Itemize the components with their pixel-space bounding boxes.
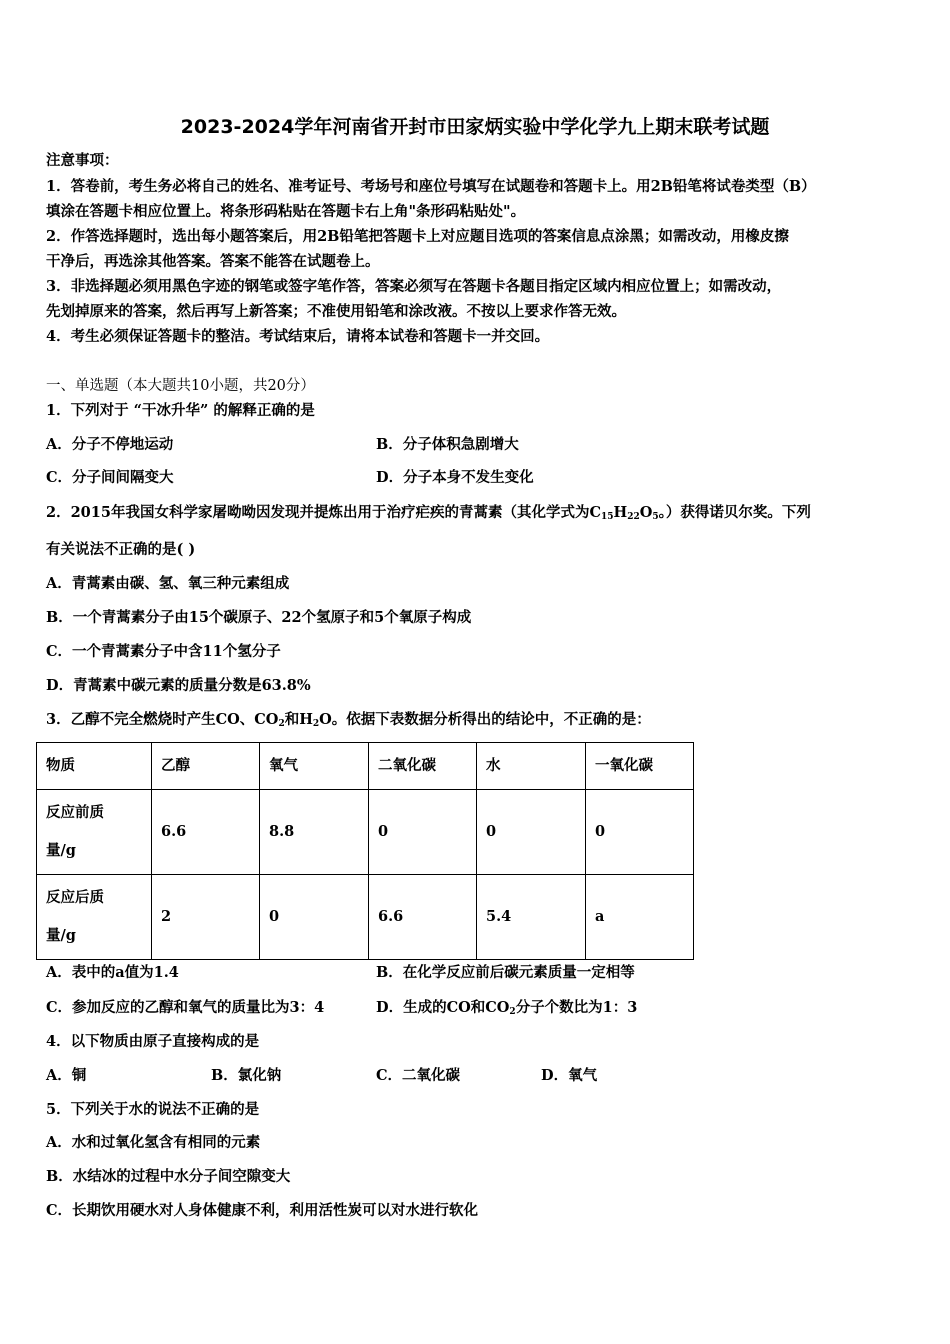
- table-header-cell: 水: [477, 743, 586, 790]
- notice-line: 2．作答选择题时，选出每小题答案后，用2B铅笔把答题卡上对应题目选项的答案信息点涂黑；如需改动，用橡皮擦: [46, 228, 789, 245]
- table-row: [37, 790, 694, 875]
- notice-line: 先划掉原来的答案，然后再写上新答案；不准使用铅笔和涂改液。不按以上要求作答无效。: [46, 303, 626, 320]
- table-cell: 0: [586, 790, 694, 875]
- q2-option-a: A．青蒿素由碳、氢、氧三种元素组成: [46, 575, 290, 592]
- table-row: [37, 875, 694, 960]
- table-cell: 2: [152, 875, 260, 960]
- q2-option-c: C．一个青蒿素分子中含11个氢分子: [46, 643, 281, 660]
- table-header-row: [37, 743, 694, 790]
- table-row-label: 反应后质 量/g: [37, 875, 152, 960]
- question-2-stem: 2．2015年我国女科学家屠呦呦因发现并提炼出用于治疗疟疾的青蒿素（其化学式为$C_{15}H_{22}O_5$。）获得诺贝尔奖。下列: [46, 504, 811, 522]
- table-cell: 0: [477, 790, 586, 875]
- notice-line: 3．非选择题必须用黑色字迹的钢笔或签字笔作答，答案必须写在答题卡各题目指定区域内相应位置上；如需改动，: [46, 278, 782, 295]
- page-title: 2023-2024学年河南省开封市田家炳实验中学化学九上期末联考试题: [180, 116, 770, 138]
- q1-option-a: A．分子不停地运动: [46, 436, 174, 453]
- table-cell: 5.4: [477, 875, 586, 960]
- table-header-cell: 一氧化碳: [586, 743, 694, 790]
- table-row-label: 反应前质 量/g: [37, 790, 152, 875]
- q3-option-a: A．表中的a值为1.4: [46, 964, 179, 981]
- q1-option-b: B．分子体积急剧增大: [376, 436, 519, 453]
- q5-option-a: A．水和过氧化氢含有相同的元素: [46, 1134, 261, 1151]
- q4-option-c: C．二氧化碳: [376, 1067, 461, 1084]
- table-cell: 8.8: [260, 790, 369, 875]
- table-header-cell: 氧气: [260, 743, 369, 790]
- q3-option-c: C．参加反应的乙醇和氧气的质量比为3：4: [46, 999, 325, 1016]
- table-header-cell: 物质: [37, 743, 152, 790]
- table-cell: 6.6: [369, 875, 477, 960]
- question-5-stem: 5．下列关于水的说法不正确的是: [46, 1101, 260, 1118]
- table-header-cell: 二氧化碳: [369, 743, 477, 790]
- notice-heading: 注意事项：: [46, 152, 119, 169]
- q4-option-b: B．氯化钠: [211, 1067, 282, 1084]
- table-cell: 6.6: [152, 790, 260, 875]
- question-3-stem: 3．乙醇不完全燃烧时产生CO、$CO_2$和$H_2O$。依据下表数据分析得出的结论中，不正确的是：: [46, 711, 651, 729]
- section-heading: 一、单选题（本大题共10小题，共20分）: [46, 378, 315, 394]
- notice-line: 1．答卷前，考生务必将自己的姓名、准考证号、考场号和座位号填写在试题卷和答题卡上。用2B铅笔将试卷类型（B）: [46, 178, 816, 195]
- notice-line: 填涂在答题卡相应位置上。将条形码粘贴在答题卡右上角"条形码粘贴处"。: [46, 203, 526, 220]
- q4-option-a: A．铜: [46, 1067, 87, 1084]
- table-cell: 0: [260, 875, 369, 960]
- data-table: [36, 742, 694, 960]
- q1-option-d: D．分子本身不发生变化: [376, 469, 534, 486]
- q5-option-b: B．水结冰的过程中水分子间空隙变大: [46, 1168, 291, 1185]
- q2-option-b: B．一个青蒿素分子由15个碳原子、22个氢原子和5个氧原子构成: [46, 609, 472, 626]
- question-2-stem-cont: 有关说法不正确的是( ): [46, 541, 196, 558]
- q1-option-c: C．分子间间隔变大: [46, 469, 174, 486]
- q5-option-c: C．长期饮用硬水对人身体健康不利，利用活性炭可以对水进行软化: [46, 1202, 479, 1219]
- notice-line: 4．考生必须保证答题卡的整洁。考试结束后，请将本试卷和答题卡一并交回。: [46, 328, 550, 345]
- q2-option-d: D．青蒿素中碳元素的质量分数是63.8%: [46, 677, 311, 694]
- table-cell: a: [586, 875, 694, 960]
- question-4-stem: 4．以下物质由原子直接构成的是: [46, 1033, 260, 1050]
- q3-option-b: B．在化学反应前后碳元素质量一定相等: [376, 964, 635, 981]
- q3-option-d: D．生成的CO和$CO_2$分子个数比为1：3: [376, 999, 638, 1017]
- table-cell: 0: [369, 790, 477, 875]
- question-1-stem: 1．下列对于 “干冰升华” 的解释正确的是: [46, 402, 315, 419]
- table-header-cell: 乙醇: [152, 743, 260, 790]
- q4-option-d: D．氧气: [541, 1067, 598, 1084]
- notice-line: 干净后，再选涂其他答案。答案不能答在试题卷上。: [46, 253, 380, 270]
